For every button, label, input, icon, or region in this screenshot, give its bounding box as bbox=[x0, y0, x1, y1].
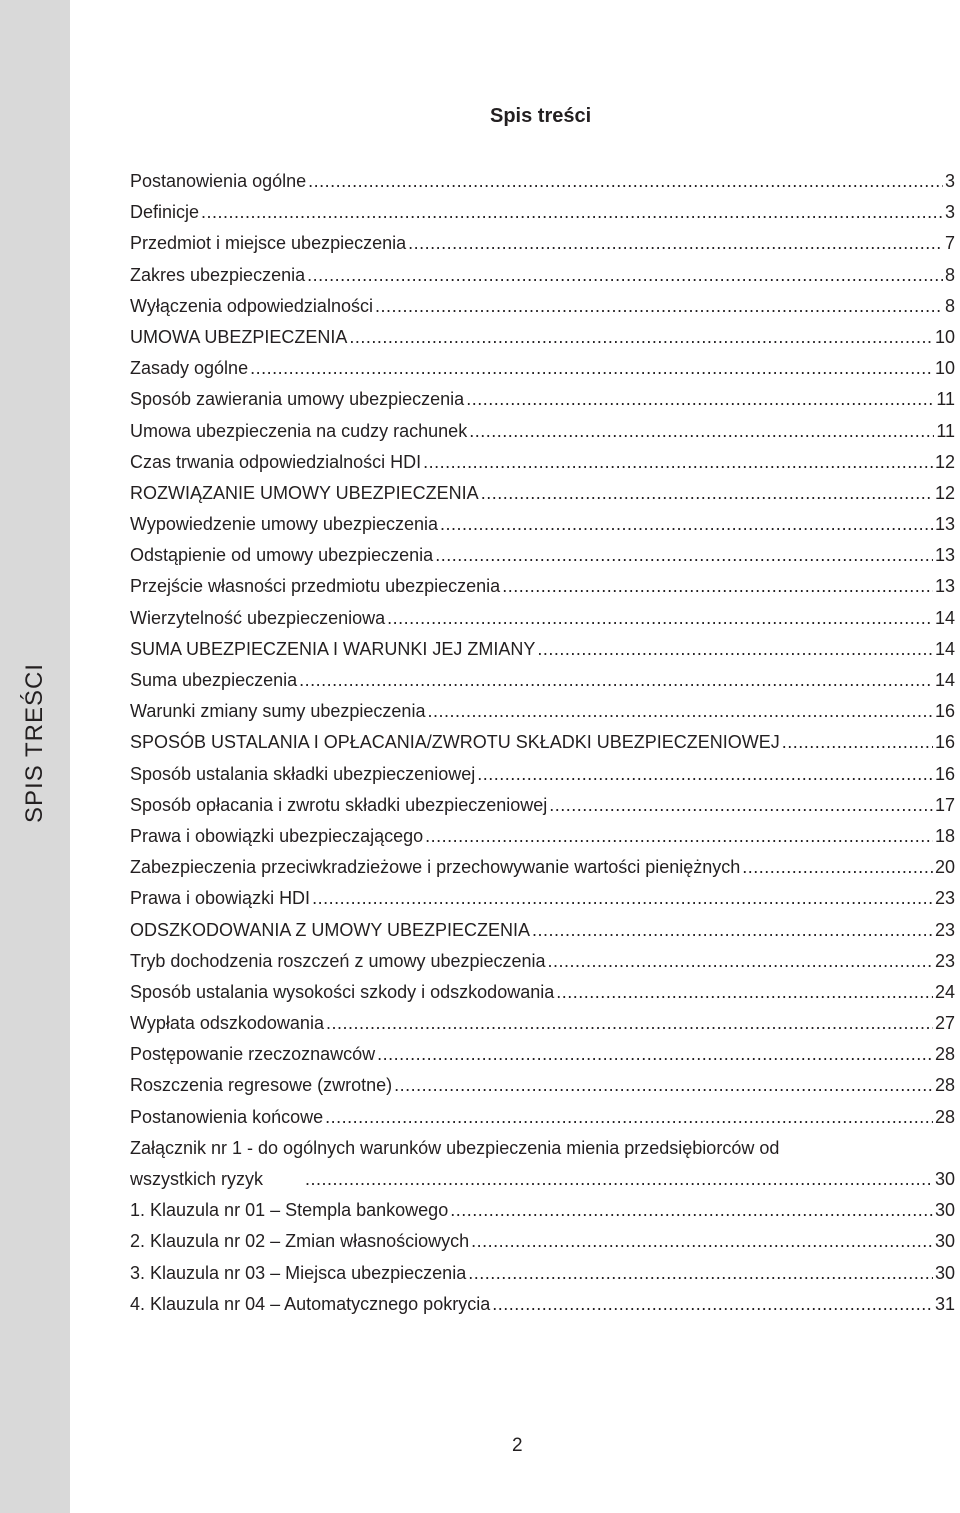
toc-entry[interactable] bbox=[130, 166, 955, 197]
toc-entry[interactable] bbox=[130, 915, 955, 946]
dot-leader bbox=[375, 291, 943, 322]
toc-annex-title-line2: wszystkich ryzyk bbox=[130, 1169, 264, 1189]
toc-entry-page: 27 bbox=[934, 1013, 955, 1034]
dot-leader bbox=[387, 603, 933, 634]
dot-leader bbox=[308, 166, 943, 197]
dot-leader bbox=[440, 509, 933, 540]
dot-leader bbox=[201, 197, 943, 228]
toc-entry-title: Wypowiedzenie umowy ubezpieczenia bbox=[130, 514, 439, 535]
toc-entry-title: Prawa i obowiązki ubezpieczającego bbox=[130, 825, 424, 846]
dot-leader bbox=[394, 1070, 933, 1101]
toc-entry-page: 12 bbox=[934, 482, 955, 503]
toc-annex-title-line2-row bbox=[130, 1164, 955, 1195]
toc-entry[interactable] bbox=[130, 571, 955, 602]
toc-entry-title: Zabezpieczenia przeciwkradzieżowe i przechowywanie wartości pieniężnych bbox=[130, 857, 741, 878]
toc-entry-page: 14 bbox=[934, 670, 955, 690]
dot-leader bbox=[471, 1226, 933, 1257]
dot-leader bbox=[307, 260, 943, 291]
toc-entry-page: 13 bbox=[934, 576, 955, 597]
toc-entry-page: 12 bbox=[934, 451, 955, 472]
toc-entry-page: 11 bbox=[936, 420, 955, 441]
toc-entry[interactable] bbox=[130, 509, 955, 540]
dot-leader bbox=[468, 1258, 933, 1289]
toc-entry-page: 10 bbox=[934, 326, 955, 347]
toc-entry-page: 20 bbox=[934, 857, 955, 878]
dot-leader bbox=[305, 1164, 933, 1195]
table-of-contents bbox=[130, 166, 955, 1320]
toc-entry[interactable] bbox=[130, 447, 955, 478]
toc-entry-title: Wierzytelność ubezpieczeniowa bbox=[130, 607, 386, 628]
dot-leader bbox=[349, 322, 933, 353]
toc-entry-page: 16 bbox=[934, 732, 955, 753]
toc-entry-page: 28 bbox=[934, 1044, 955, 1065]
toc-entry-title: Postanowienia ogólne bbox=[130, 171, 307, 191]
toc-entry-title: Sposób ustalania składki ubezpieczeniowej bbox=[130, 763, 476, 784]
dot-leader bbox=[548, 946, 933, 977]
toc-entry-page: 17 bbox=[934, 794, 955, 815]
toc-entry-page: 31 bbox=[934, 1293, 955, 1314]
dot-leader bbox=[435, 540, 933, 571]
dot-leader bbox=[549, 790, 933, 821]
dot-leader bbox=[532, 915, 933, 946]
side-band bbox=[0, 0, 70, 1513]
toc-entry-page: 30 bbox=[934, 1231, 955, 1252]
toc-entry-page: 23 bbox=[934, 919, 955, 940]
toc-entry[interactable] bbox=[130, 291, 955, 322]
toc-entry[interactable] bbox=[130, 322, 955, 353]
toc-entry[interactable] bbox=[130, 353, 955, 384]
toc-entry-page: 30 bbox=[934, 1169, 955, 1189]
toc-entry[interactable] bbox=[130, 1008, 955, 1039]
toc-entry-page: 30 bbox=[934, 1262, 955, 1283]
toc-entry-page: 14 bbox=[934, 638, 955, 659]
toc-entry-page: 18 bbox=[934, 825, 955, 846]
toc-entry-title: 3. Klauzula nr 03 – Miejsca ubezpieczenia bbox=[130, 1262, 467, 1283]
toc-entry-title: Zasady ogólne bbox=[130, 358, 249, 379]
toc-entry[interactable] bbox=[130, 883, 955, 914]
toc-entry-page: 13 bbox=[934, 545, 955, 566]
toc-entry-title: Warunki zmiany sumy ubezpieczenia bbox=[130, 701, 426, 722]
toc-entry[interactable] bbox=[130, 384, 955, 415]
toc-entry[interactable] bbox=[130, 603, 955, 634]
toc-entry[interactable] bbox=[130, 1102, 955, 1133]
toc-entry-page: 8 bbox=[944, 295, 955, 316]
dot-leader bbox=[466, 384, 934, 415]
toc-entry-title: Zakres ubezpieczenia bbox=[130, 264, 306, 285]
toc-entry-page: 16 bbox=[934, 701, 955, 722]
toc-entry[interactable] bbox=[130, 260, 955, 291]
dot-leader bbox=[469, 416, 934, 447]
toc-entry[interactable] bbox=[130, 478, 955, 509]
toc-entry-title: Sposób ustalania wysokości szkody i odszkodowania bbox=[130, 981, 555, 1002]
side-section-label: SPIS TREŚCI bbox=[21, 663, 48, 823]
page-title: Spis treści bbox=[490, 105, 592, 127]
toc-entry-title: Czas trwania odpowiedzialności HDI bbox=[130, 451, 422, 472]
toc-entry-page: 3 bbox=[944, 202, 955, 223]
toc-entry-title: SPOSÓB USTALANIA I OPŁACANIA/ZWROTU SKŁADKI UBEZPIECZENIOWEJ bbox=[130, 732, 780, 753]
toc-entry[interactable] bbox=[130, 790, 955, 821]
toc-entry-title: Suma ubezpieczenia bbox=[130, 670, 298, 690]
toc-entry-page: 10 bbox=[934, 358, 955, 379]
toc-entry-title: Przejście własności przedmiotu ubezpieczenia bbox=[130, 576, 501, 597]
dot-leader bbox=[477, 759, 933, 790]
dot-leader bbox=[537, 634, 933, 665]
toc-entry-page: 7 bbox=[944, 233, 955, 254]
dot-leader bbox=[408, 228, 943, 259]
toc-entry-page: 3 bbox=[944, 171, 955, 191]
toc-entry-clause[interactable] bbox=[130, 1226, 955, 1257]
toc-entry[interactable] bbox=[130, 665, 955, 696]
toc-entry-page: 23 bbox=[934, 950, 955, 971]
toc-entry[interactable] bbox=[130, 416, 955, 447]
toc-entry[interactable] bbox=[130, 1070, 955, 1101]
dot-leader bbox=[299, 665, 933, 696]
toc-entry-page: 23 bbox=[934, 888, 955, 909]
toc-entry[interactable] bbox=[130, 1039, 955, 1070]
dot-leader bbox=[742, 852, 933, 883]
toc-entry-title: Umowa ubezpieczenia na cudzy rachunek bbox=[130, 420, 468, 441]
toc-entry-title: Wyłączenia odpowiedzialności bbox=[130, 295, 373, 316]
toc-entry-title: Sposób opłacania i zwrotu składki ubezpieczeniowej bbox=[130, 794, 548, 815]
toc-entry-page: 8 bbox=[944, 264, 955, 285]
toc-entry[interactable] bbox=[130, 759, 955, 790]
toc-entry-page: 11 bbox=[936, 389, 955, 410]
toc-entry[interactable] bbox=[130, 727, 955, 758]
toc-entry-title: ODSZKODOWANIA Z UMOWY UBEZPIECZENIA bbox=[130, 919, 531, 940]
toc-entry[interactable] bbox=[130, 821, 955, 852]
toc-entry[interactable] bbox=[130, 852, 955, 883]
toc-entry-title: Definicje bbox=[130, 202, 200, 223]
toc-entry-page: 13 bbox=[934, 514, 955, 535]
toc-annex-title-line1: Załącznik nr 1 - do ogólnych warunków ubezpieczenia mienia przedsiębiorców od bbox=[130, 1137, 780, 1158]
dot-leader bbox=[556, 977, 933, 1008]
toc-entry-title: Wypłata odszkodowania bbox=[130, 1013, 324, 1034]
toc-entry-title: 4. Klauzula nr 04 – Automatycznego pokrycia bbox=[130, 1293, 491, 1314]
toc-entry[interactable] bbox=[130, 696, 955, 727]
toc-entry-clause[interactable] bbox=[130, 1195, 955, 1226]
dot-leader bbox=[782, 727, 933, 758]
toc-entry[interactable] bbox=[130, 197, 955, 228]
toc-entry-title: Prawa i obowiązki HDI bbox=[130, 888, 311, 909]
toc-entry-title: Przedmiot i miejsce ubezpieczenia bbox=[130, 233, 407, 254]
toc-entry-title: 1. Klauzula nr 01 – Stempla bankowego bbox=[130, 1200, 449, 1221]
toc-entry-title: ROZWIĄZANIE UMOWY UBEZPIECZENIA bbox=[130, 482, 479, 503]
toc-entry-title: Sposób zawierania umowy ubezpieczenia bbox=[130, 389, 465, 410]
toc-entry-title: 2. Klauzula nr 02 – Zmian własnościowych bbox=[130, 1231, 470, 1252]
toc-entry-page: 24 bbox=[934, 981, 955, 1002]
toc-entry-page: 16 bbox=[934, 763, 955, 784]
dot-leader bbox=[312, 883, 933, 914]
dot-leader bbox=[326, 1008, 933, 1039]
toc-entry[interactable] bbox=[130, 228, 955, 259]
toc-entry-page: 14 bbox=[934, 607, 955, 628]
toc-entry[interactable] bbox=[130, 540, 955, 571]
dot-leader bbox=[427, 696, 933, 727]
toc-entry-title: Postanowienia końcowe bbox=[130, 1106, 324, 1127]
dot-leader bbox=[423, 447, 933, 478]
dot-leader bbox=[250, 353, 933, 384]
toc-entry-page: 28 bbox=[934, 1075, 955, 1096]
toc-entry-page: 28 bbox=[934, 1106, 955, 1127]
dot-leader bbox=[425, 821, 933, 852]
toc-entry-clause[interactable] bbox=[130, 1289, 955, 1320]
toc-entry-title: Roszczenia regresowe (zwrotne) bbox=[130, 1075, 393, 1096]
dot-leader bbox=[502, 571, 933, 602]
dot-leader bbox=[325, 1102, 933, 1133]
page-number: 2 bbox=[512, 1435, 523, 1456]
dot-leader bbox=[450, 1195, 933, 1226]
dot-leader bbox=[481, 478, 933, 509]
toc-entry[interactable] bbox=[130, 946, 955, 977]
dot-leader bbox=[377, 1039, 933, 1070]
toc-entry[interactable] bbox=[130, 977, 955, 1008]
toc-entry-title: Odstąpienie od umowy ubezpieczenia bbox=[130, 545, 434, 566]
toc-entry[interactable] bbox=[130, 634, 955, 665]
dot-leader bbox=[492, 1289, 933, 1320]
toc-entry-clause[interactable] bbox=[130, 1258, 955, 1289]
toc-entry-page: 30 bbox=[934, 1200, 955, 1221]
toc-entry-title: Tryb dochodzenia roszczeń z umowy ubezpieczenia bbox=[130, 950, 546, 971]
toc-entry-title: SUMA UBEZPIECZENIA I WARUNKI JEJ ZMIANY bbox=[130, 638, 536, 659]
toc-entry-title: Postępowanie rzeczoznawców bbox=[130, 1044, 376, 1065]
toc-entry-annex[interactable] bbox=[130, 1133, 955, 1195]
toc-entry-title: UMOWA UBEZPIECZENIA bbox=[130, 326, 348, 347]
